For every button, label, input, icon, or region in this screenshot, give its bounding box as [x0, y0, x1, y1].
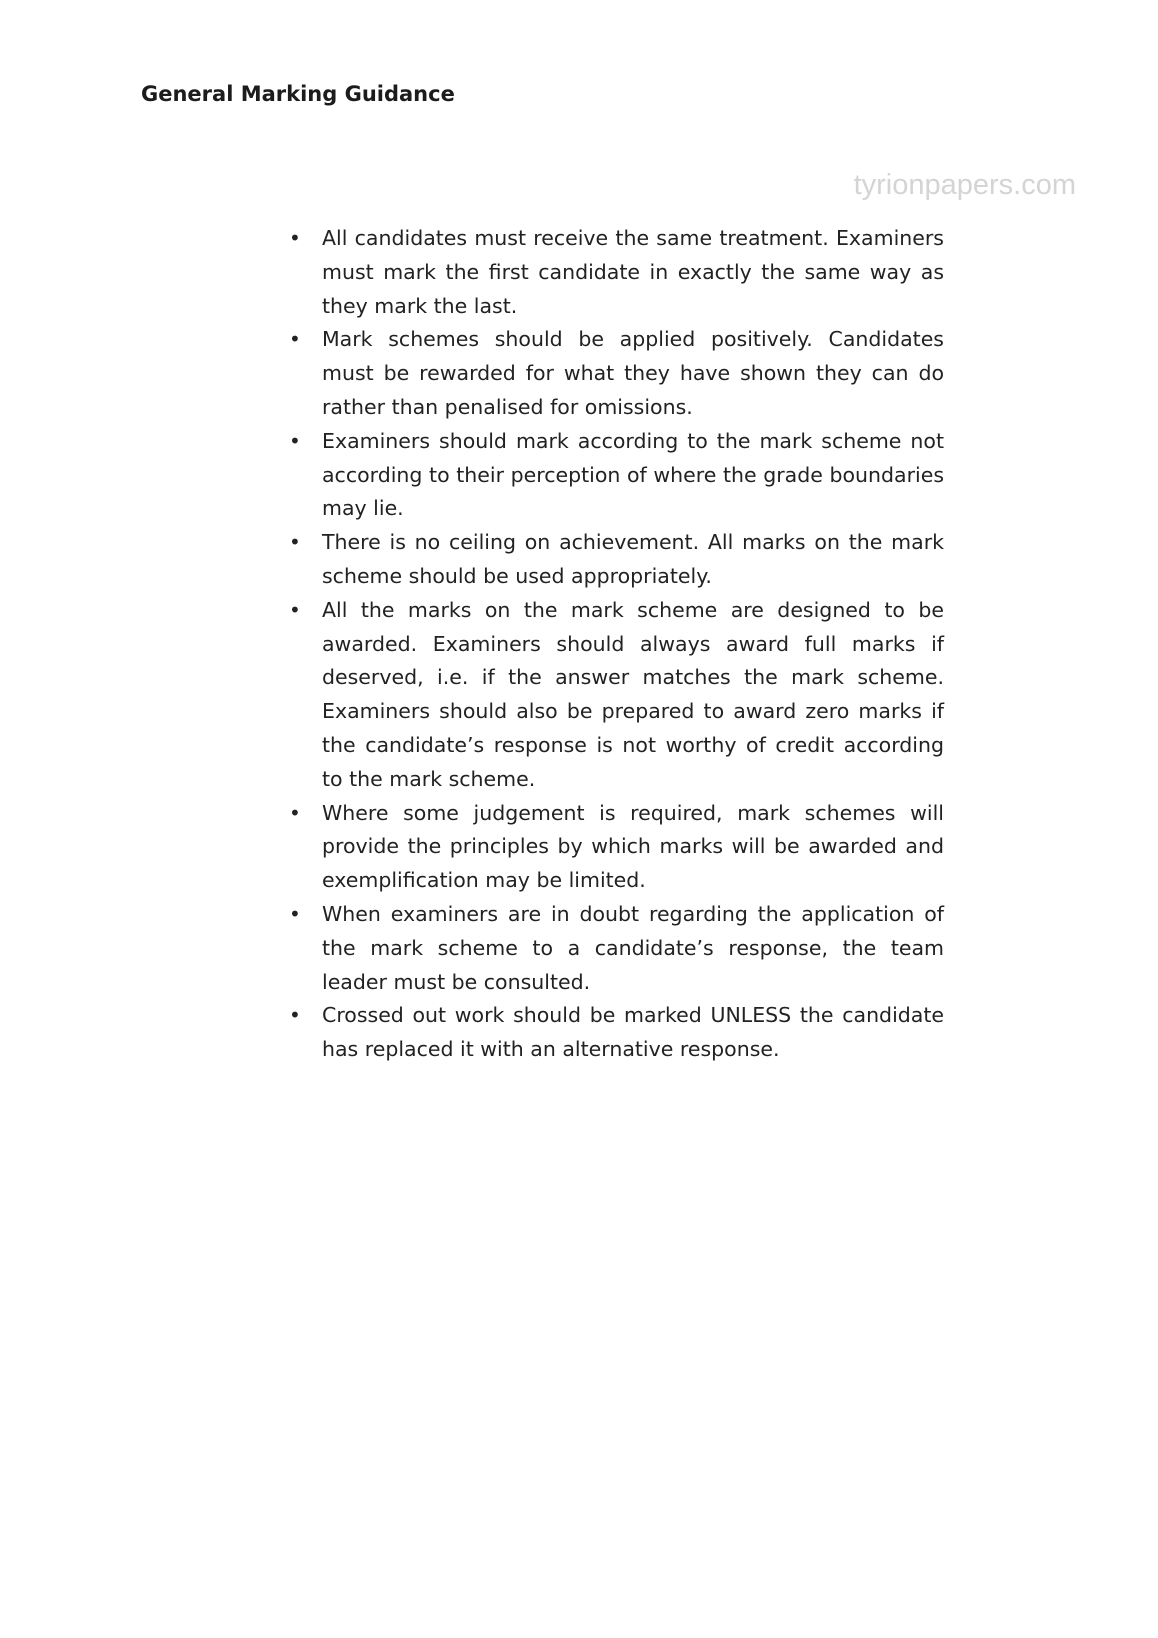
bullet-icon: •	[289, 530, 301, 555]
guidance-item-text: Mark schemes should be applied positively. Candidates must be rewarded for what they have shown they can do rather than penalised for omissions.	[322, 327, 944, 419]
bullet-icon: •	[289, 428, 301, 453]
guidance-item	[289, 797, 944, 898]
guidance-item	[289, 323, 944, 424]
bullet-icon: •	[289, 901, 301, 926]
watermark-text: tyrionpapers.com	[853, 169, 1076, 201]
guidance-item	[289, 222, 944, 323]
guidance-item-text: Where some judgement is required, mark schemes will provide the principles by which marks will be awarded and exemplification may be limited.	[322, 800, 944, 893]
guidance-item	[289, 425, 944, 526]
guidance-item	[289, 898, 944, 999]
guidance-item-text: Crossed out work should be marked UNLESS the candidate has replaced it with an alternative response.	[322, 1003, 944, 1062]
guidance-item-text: When examiners are in doubt regarding the application of the mark scheme to a candidate’s response, the team leader must be consulted.	[322, 901, 944, 994]
guidance-item-text: Examiners should mark according to the mark scheme not according to their perception of where the grade boundaries may lie.	[322, 428, 944, 521]
page-heading: General Marking Guidance	[141, 82, 455, 106]
guidance-list	[289, 222, 944, 1067]
bullet-icon: •	[289, 226, 301, 250]
guidance-item-text: All candidates must receive the same treatment. Examiners must mark the first candidate in exactly the same way as they mark the last.	[322, 226, 944, 318]
guidance-item	[289, 999, 944, 1067]
bullet-icon: •	[289, 327, 301, 352]
guidance-item	[289, 526, 944, 594]
guidance-item	[289, 594, 944, 797]
bullet-icon: •	[289, 1003, 301, 1028]
guidance-item-text: All the marks on the mark scheme are designed to be awarded. Examiners should always award full marks if deserved, i.e. if the answer matches the mark scheme. Examiners should also be prepared to award zero marks if the candidate’s response is not worthy of credit according to the mark scheme.	[322, 597, 944, 791]
bullet-icon: •	[289, 800, 301, 825]
guidance-item-text: There is no ceiling on achievement. All marks on the mark scheme should be used appropriately.	[322, 530, 944, 588]
bullet-icon: •	[289, 597, 301, 622]
